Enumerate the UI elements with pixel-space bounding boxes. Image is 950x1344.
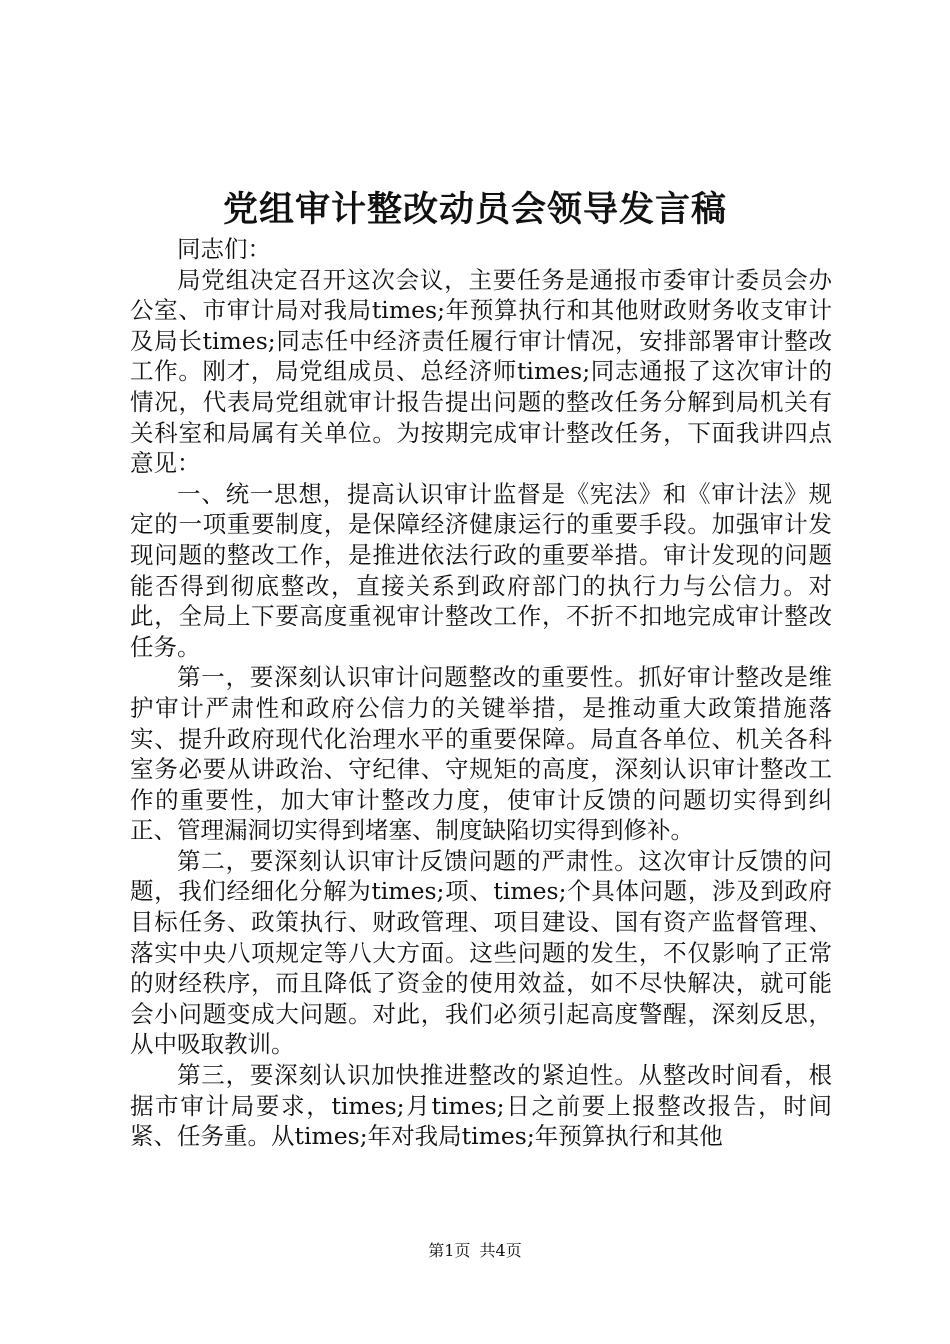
document-title: 党组审计整改动员会领导发言稿 [222,189,727,230]
document-body [130,234,832,1152]
page-number: 第1页 [428,1241,471,1260]
point-one-paragraph: 第一，要深刻认识审计问题整改的重要性。抓好审计整改是维护审计严肃性和政府公信力的关键举措，是推动重大政策措施落实、提升政府现代化治理水平的重要保障。局直各单位、机关各科室务必要从讲政治、守纪律、守规矩的高度，深刻认识审计整改工作的重要性，加大审计整改力度，使审计反馈的问题切实得到纠正、管理漏洞切实得到堵塞、制度缺陷切实得到修补。 [130,663,832,845]
page-total: 共4页 [479,1241,522,1260]
page-footer [0,1240,950,1262]
intro-paragraph: 局党组决定召开这次会议，主要任务是通报市委审计委员会办公室、市审计局对我局times;年预算执行和其他财政财务收支审计及局长times;同志任中经济责任履行审计情况，安排部署审计整改工作。刚才，局党组成员、总经济师times;同志通报了这次审计的情况，代表局党组就审计报告提出问题的整改任务分解到局机关有关科室和局属有关单位。为按期完成审计整改任务，下面我讲四点意见： [130,265,832,478]
section-one-paragraph: 一、统一思想，提高认识审计监督是《宪法》和《审计法》规定的一项重要制度，是保障经济健康运行的重要手段。加强审计发现问题的整改工作，是推进依法行政的重要举措。审计发现的问题能否得到彻底整改，直接关系到政府部门的执行力与公信力。对此，全局上下要高度重视审计整改工作，不折不扣地完成审计整改任务。 [130,479,832,661]
point-three-paragraph: 第三，要深刻认识加快推进整改的紧迫性。从整改时间看，根据市审计局要求，times;月times;日之前要上报整改报告，时间紧、任务重。从times;年对我局times;年预算执行和其他 [130,1061,832,1151]
point-two-paragraph: 第二，要深刻认识审计反馈问题的严肃性。这次审计反馈的问题，我们经细化分解为times;项、times;个具体问题，涉及到政府目标任务、政策执行、财政管理、项目建设、国有资产监督管理、落实中央八项规定等八大方面。这些问题的发生，不仅影响了正常的财经秩序，而且降低了资金的使用效益，如不尽快解决，就可能会小问题变成大问题。对此，我们必须引起高度警醒，深刻反思，从中吸取教训。 [130,846,832,1059]
salutation-paragraph: 同志们： [177,235,271,263]
